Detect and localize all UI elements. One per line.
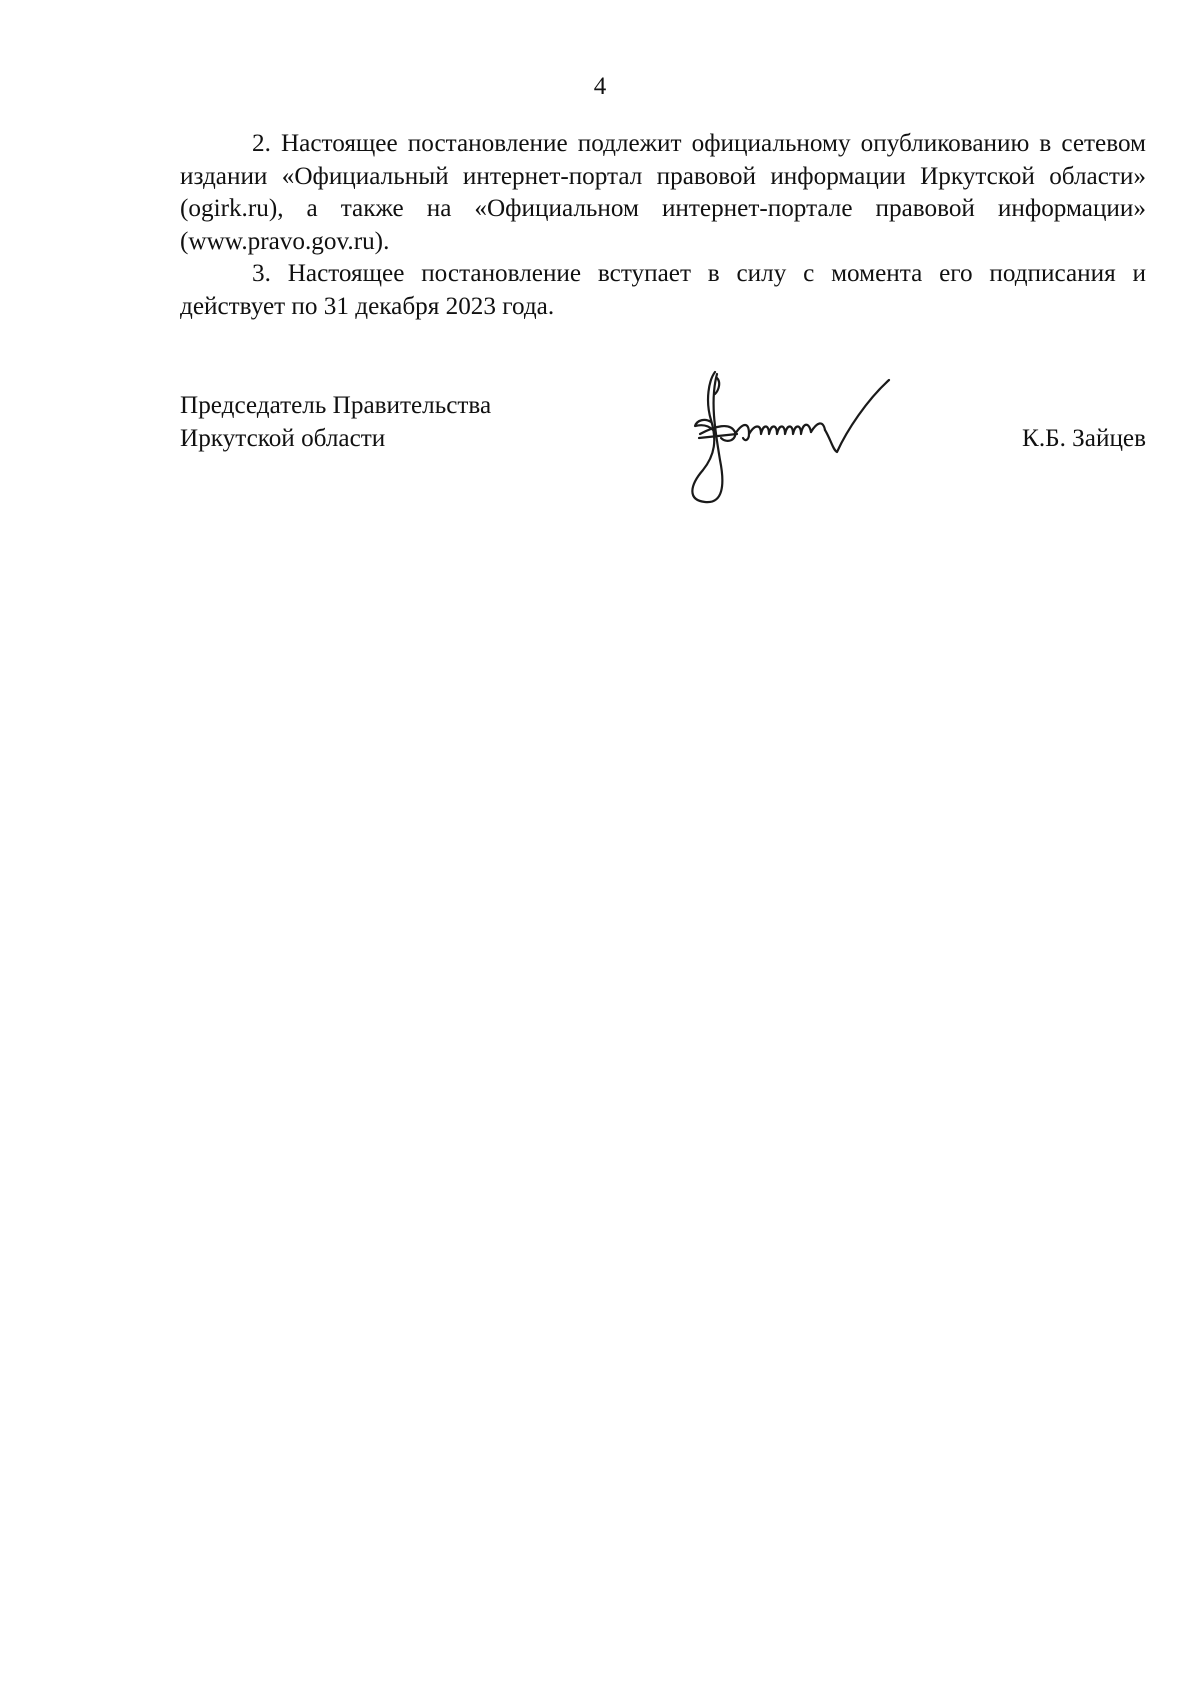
- signatory-position-line1: Председатель Правительства: [180, 392, 492, 419]
- handwritten-signature: [675, 360, 935, 510]
- signatory-position: [180, 390, 491, 455]
- paragraph-3: 3. Настоящее постановление вступает в силу с момента его подписания и действует по 31 декабря 2023 года.: [180, 260, 1146, 320]
- signatory-position-line2: Иркутской области: [180, 424, 386, 452]
- page-number: 4: [593, 73, 607, 100]
- signature-block: [180, 390, 1146, 520]
- document-body: [180, 128, 1146, 323]
- signatory-name: К.Б. Зайцев: [1022, 424, 1146, 452]
- paragraph-2: 2. Настоящее постановление подлежит официальному опубликованию в сетевом издании «Официальный интернет-портал правовой информации Иркутской области» (ogirk.ru), а также на «Официальном интернет-портале правовой информации» (www.pravo.gov.ru).: [180, 130, 1146, 255]
